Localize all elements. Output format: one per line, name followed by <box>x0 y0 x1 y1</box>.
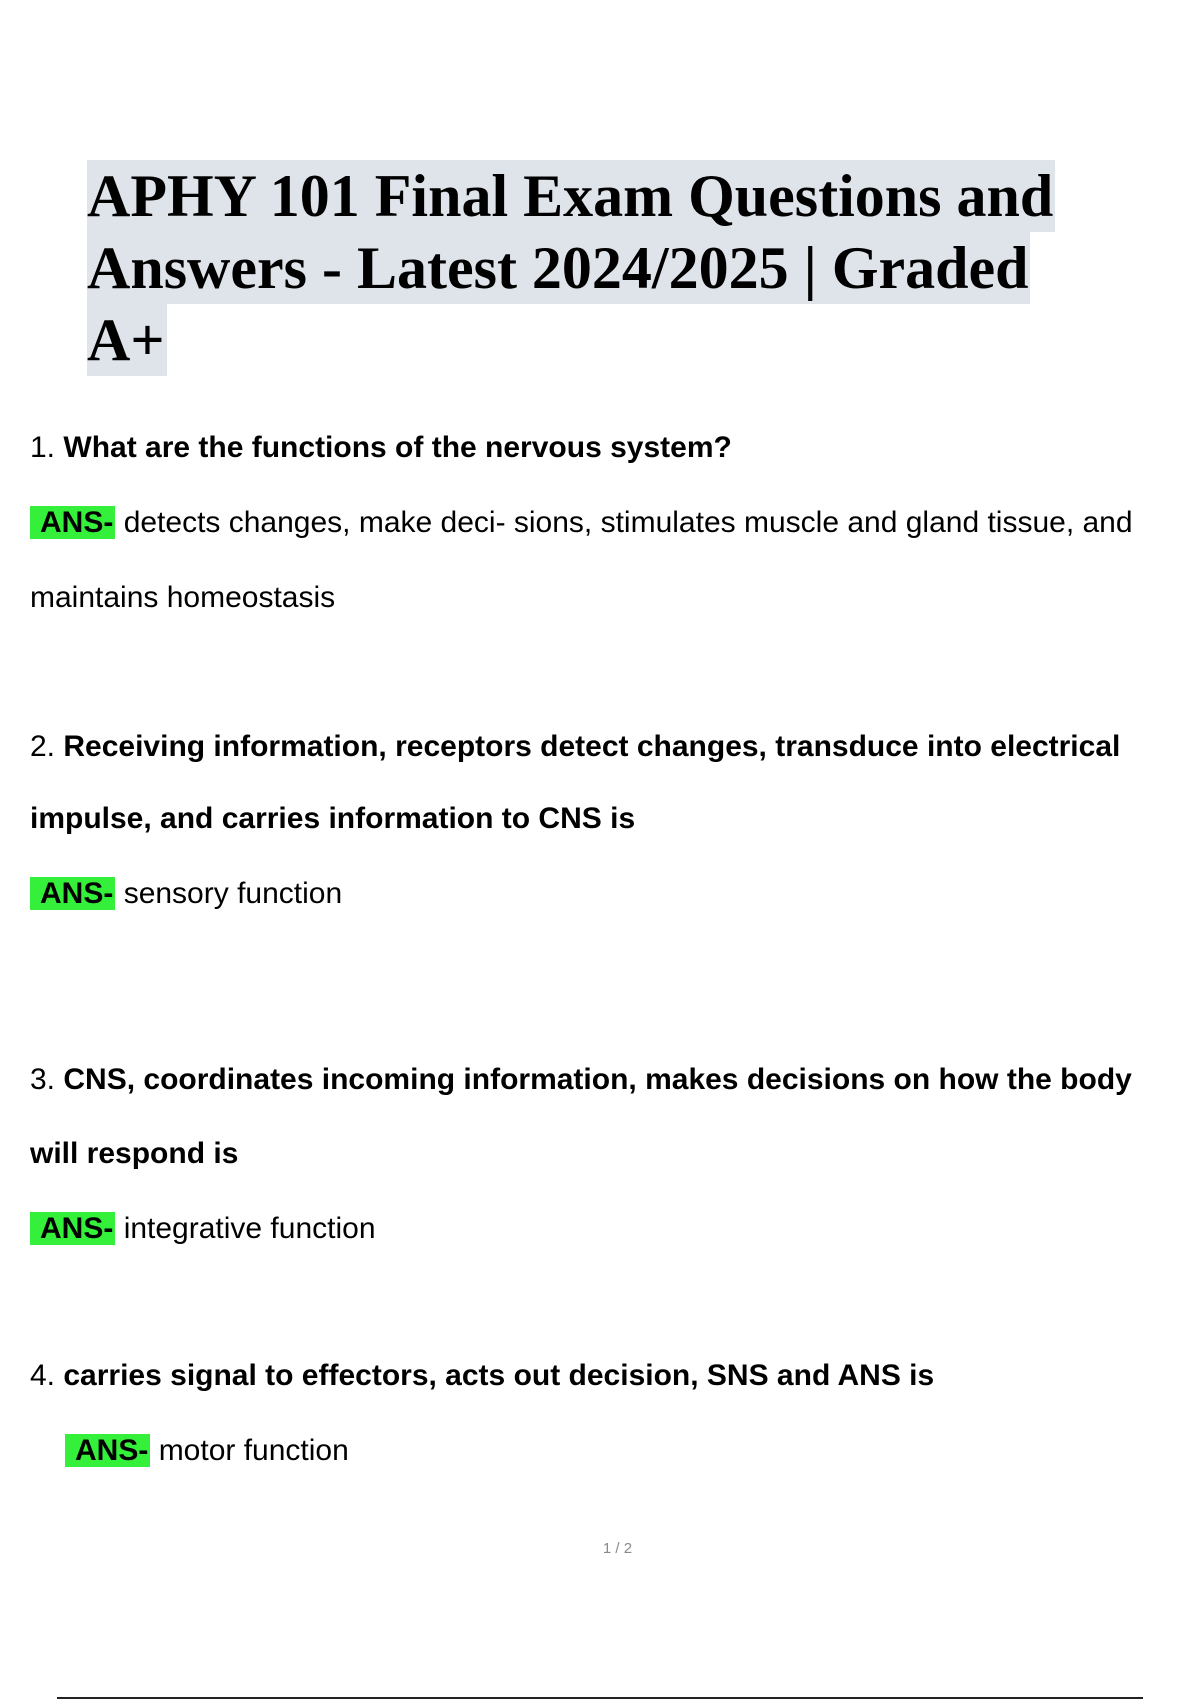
answer-3 <box>30 1211 1200 1247</box>
page-number: 1 / 2 <box>602 1540 633 1557</box>
answer-1 <box>30 505 1200 541</box>
answer-text: detects changes, make deci- sions, stimulates muscle and gland tissue, and <box>123 506 1133 539</box>
answer-1-continued <box>30 580 1200 616</box>
ans-label: ANS- <box>30 1212 115 1245</box>
title-line: A+ <box>87 304 167 376</box>
question-text: carries signal to effectors, acts out decision, SNS and ANS is <box>63 1359 935 1392</box>
answer-4 <box>65 1433 1200 1469</box>
question-text: CNS, coordinates incoming information, makes decisions on how the body <box>63 1063 1132 1096</box>
title-line: Answers - Latest 2024/2025 | Graded <box>87 232 1030 304</box>
question-1 <box>30 430 1200 466</box>
answer-text: motor function <box>158 1434 349 1467</box>
ans-label: ANS- <box>30 506 115 539</box>
answer-2 <box>30 876 1200 912</box>
ans-label: ANS- <box>65 1434 150 1467</box>
question-number: 3. <box>30 1063 56 1096</box>
answer-text: integrative function <box>123 1212 376 1245</box>
question-text: will respond is <box>30 1137 239 1170</box>
title-line: APHY 101 Final Exam Questions and <box>87 160 1055 232</box>
ans-label: ANS- <box>30 877 115 910</box>
document-title <box>87 160 1197 376</box>
answer-text: sensory function <box>123 877 343 910</box>
question-4 <box>30 1358 1200 1394</box>
question-number: 1. <box>30 431 56 464</box>
question-3 <box>30 1062 1200 1098</box>
page-divider <box>57 1697 1143 1699</box>
question-text: impulse, and carries information to CNS is <box>30 802 636 835</box>
question-2-continued <box>30 801 1200 837</box>
question-text: Receiving information, receptors detect changes, transduce into electrical <box>63 730 1121 763</box>
question-number: 4. <box>30 1359 56 1392</box>
question-3-continued <box>30 1136 1200 1172</box>
question-text: What are the functions of the nervous system? <box>63 431 732 464</box>
question-number: 2. <box>30 730 56 763</box>
question-2 <box>30 729 1200 765</box>
answer-text: maintains homeostasis <box>30 581 336 614</box>
